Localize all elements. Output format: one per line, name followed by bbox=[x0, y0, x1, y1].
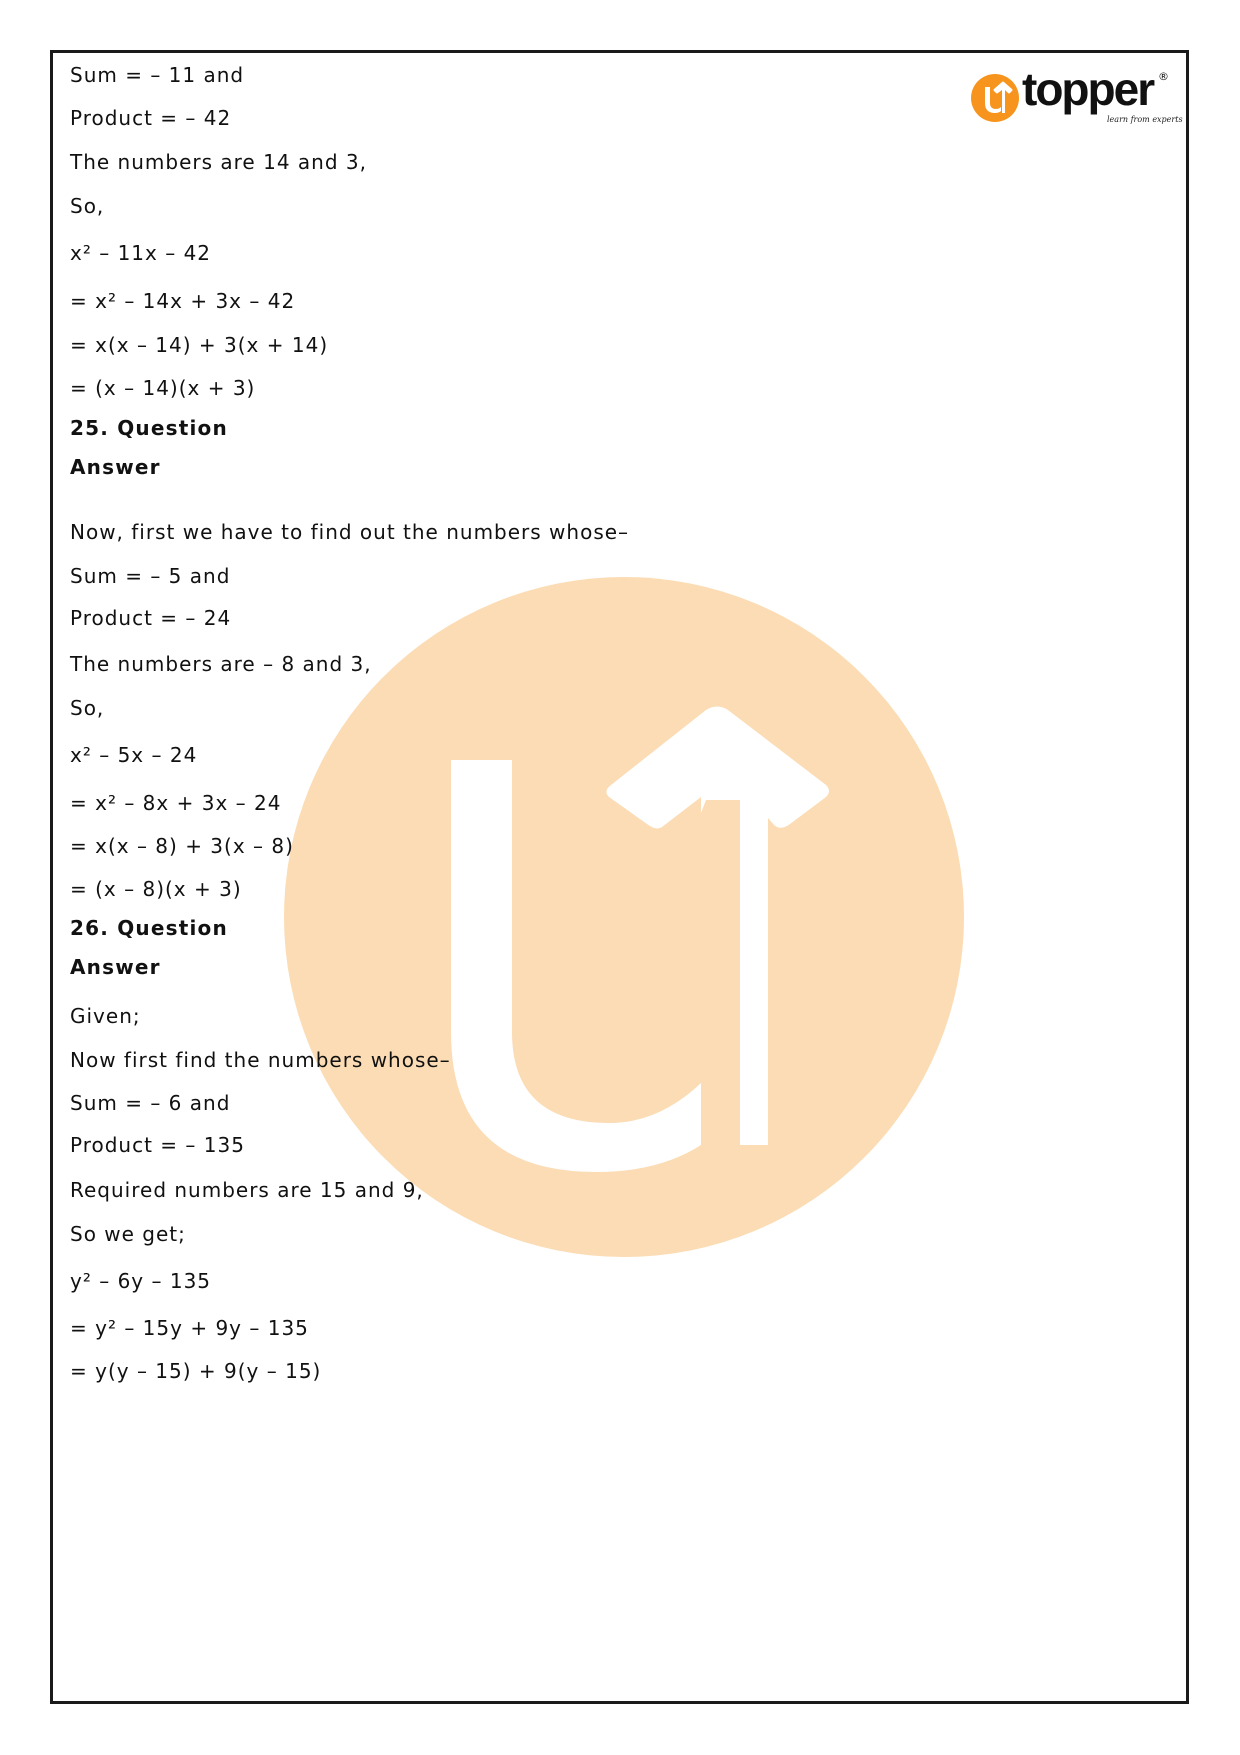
equation-line: = x(x – 14) + 3(x + 14) bbox=[70, 333, 329, 357]
text-line: So, bbox=[70, 696, 105, 720]
text-line: So, bbox=[70, 194, 105, 218]
registered-mark: ® bbox=[1158, 70, 1169, 83]
text-line: So we get; bbox=[70, 1222, 186, 1246]
text-line: Sum = – 5 and bbox=[70, 564, 231, 588]
text-line: Now, first we have to find out the numbers whose– bbox=[70, 520, 630, 544]
text-line: Sum = – 6 and bbox=[70, 1091, 231, 1115]
equation-line: = x² – 14x + 3x – 42 bbox=[70, 289, 296, 313]
answer-heading: Answer bbox=[70, 455, 161, 479]
question-heading: 26. Question bbox=[70, 916, 228, 940]
text-line: Now first find the numbers whose– bbox=[70, 1048, 451, 1072]
text-line: The numbers are 14 and 3, bbox=[70, 150, 367, 174]
text-line: Product = – 135 bbox=[70, 1133, 245, 1157]
answer-heading: Answer bbox=[70, 955, 161, 979]
equation-line: = y² – 15y + 9y – 135 bbox=[70, 1316, 309, 1340]
logo-tagline: learn from experts bbox=[1107, 115, 1183, 124]
text-line: Sum = – 11 and bbox=[70, 63, 245, 87]
equation-line: = x² – 8x + 3x – 24 bbox=[70, 791, 282, 815]
logo-wordmark: topper bbox=[1022, 63, 1154, 115]
topper-logo bbox=[970, 63, 1183, 134]
text-line: Required numbers are 15 and 9, bbox=[70, 1178, 424, 1202]
equation-line: = y(y – 15) + 9(y – 15) bbox=[70, 1359, 322, 1383]
equation-line: x² – 5x – 24 bbox=[70, 743, 198, 767]
text-line: Product = – 24 bbox=[70, 606, 232, 630]
equation-line: x² – 11x – 42 bbox=[70, 241, 212, 265]
equation-line: y² – 6y – 135 bbox=[70, 1269, 212, 1293]
text-line: Given; bbox=[70, 1004, 141, 1028]
equation-line: = (x – 14)(x + 3) bbox=[70, 376, 256, 400]
text-line: The numbers are – 8 and 3, bbox=[70, 652, 372, 676]
equation-line: = (x – 8)(x + 3) bbox=[70, 877, 242, 901]
question-heading: 25. Question bbox=[70, 416, 228, 440]
logo-badge-icon bbox=[970, 73, 1020, 123]
equation-line: = x(x – 8) + 3(x – 8) bbox=[70, 834, 294, 858]
text-line: Product = – 42 bbox=[70, 106, 232, 130]
